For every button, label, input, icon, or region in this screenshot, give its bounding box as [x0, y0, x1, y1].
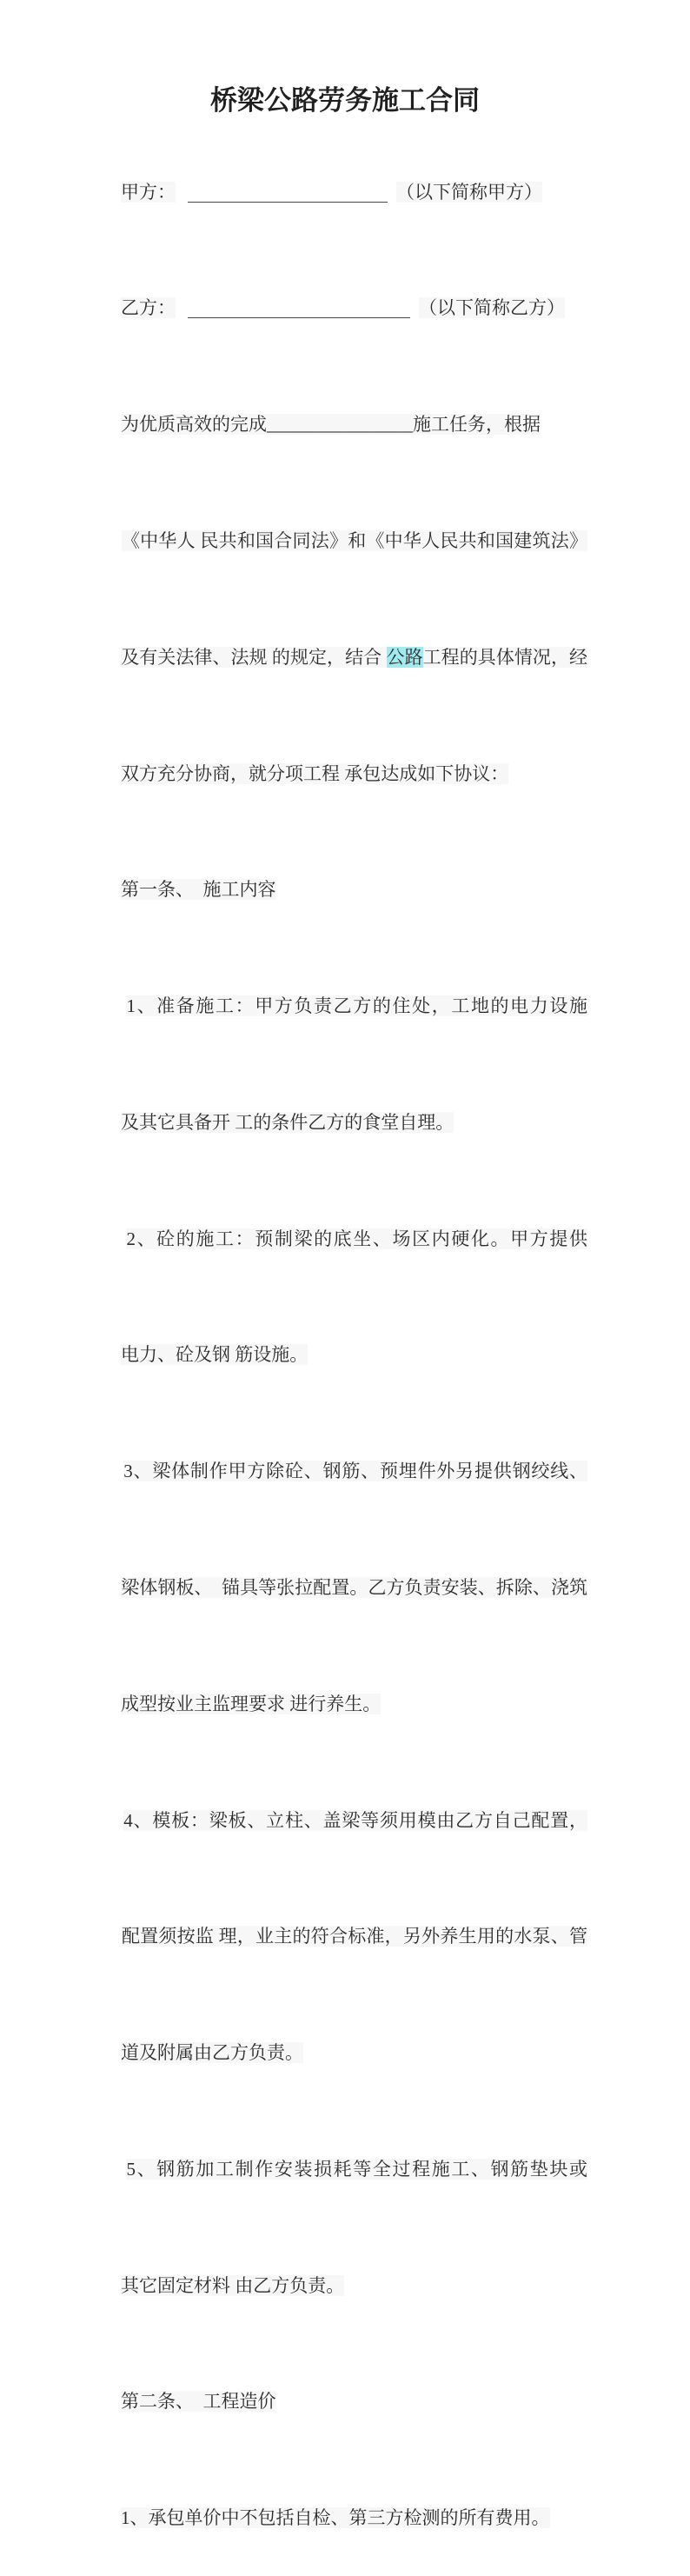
party-a-note: （以下简称甲方）	[396, 181, 542, 203]
section2-heading-text: 第二条、 工程造价	[121, 2391, 276, 2413]
section2-heading	[103, 2344, 587, 2460]
document-title: 桥梁公路劳务施工合同	[210, 85, 480, 116]
section1-item4-line1-text: 4、模板：梁板、立柱、盖梁等须用模由乙方自己配置，	[123, 1809, 588, 1831]
party-a-blank[interactable]	[188, 193, 388, 203]
preamble-line-2-text: 《中华人 民共和国合同法》和《中华人民共和国建筑法》	[121, 529, 588, 551]
section1-item3-line1	[103, 1414, 587, 1530]
section1-item2-line2-text: 电力、砼及钢 筋设施。	[121, 1344, 309, 1366]
section1-heading	[103, 832, 587, 949]
section1-item4-line2-text: 配置须按监 理，业主的符合标准，另外养生用的水泵、管	[121, 1926, 588, 1947]
section1-item3-line3	[103, 1646, 587, 1762]
section2-item1-line1	[103, 2460, 587, 2576]
section1-heading-text: 第一条、 施工内容	[121, 879, 276, 901]
section1-item4-line3	[103, 1995, 587, 2112]
section1-item3-line2-text: 梁体钢板、 锚具等张拉配置。乙方负责安装、拆除、浇筑	[121, 1576, 588, 1598]
preamble-line-1-text	[121, 414, 541, 435]
section1-item2-line1	[103, 1181, 587, 1297]
section1-item3-line3-text: 成型按业主监理要求 进行养生。	[121, 1693, 381, 1714]
preamble-line-3-text	[121, 647, 587, 668]
section1-item5-line2	[103, 2227, 587, 2344]
section1-item1-line1	[103, 948, 587, 1064]
section1-item5-line1-text: 5、钢筋加工制作安装损耗等全过程施工、钢筋垫块或	[126, 2158, 588, 2180]
party-b-row	[103, 250, 587, 367]
section2-item1-line1-text: 1、承包单价中不包括自检、第三方检测的所有费用。	[121, 2507, 550, 2529]
preamble-after-highlight: 工程的具体情况，经	[422, 646, 588, 668]
project-name-blank[interactable]: ________________	[267, 414, 413, 436]
section1-item4-line2	[103, 1879, 587, 1995]
party-b-blank[interactable]	[188, 309, 410, 318]
section1-item5-line2-text: 其它固定材料 由乙方负责。	[121, 2274, 345, 2296]
section1-item1-line2-text: 及其它具备开 工的条件乙方的食堂自理。	[121, 1111, 454, 1133]
preamble-line-4	[103, 716, 587, 832]
party-b-note: （以下简称乙方）	[419, 297, 565, 319]
section1-item1-line2	[103, 1064, 587, 1181]
section1-item4-line1	[103, 1762, 587, 1879]
party-a-label: 甲方：	[121, 181, 176, 203]
preamble-post-blank-text: 施工任务，根据	[413, 414, 541, 436]
preamble-before-highlight: 及有关法律、法规 的规定，结合	[121, 646, 387, 668]
section1-item5-line1	[103, 2111, 587, 2227]
preamble-line-2	[103, 483, 587, 599]
section1-item2-line2	[103, 1297, 587, 1414]
preamble-line-3	[103, 599, 587, 716]
section1-item3-line2	[103, 1529, 587, 1646]
section1-item3-line1-text: 3、梁体制作甲方除砼、钢筋、预埋件外另提供钢绞线、	[123, 1461, 588, 1482]
section1-item1-line1-text: 1、准备施工：甲方负责乙方的住处，工地的电力设施	[126, 995, 588, 1017]
section1-item2-line1-text: 2、砼的施工：预制梁的底坐、场区内硬化。甲方提供	[126, 1228, 588, 1249]
preamble-line-1	[103, 367, 587, 483]
preamble-line-4-text: 双方充分协商，就分项工程 承包达成如下协议：	[121, 762, 509, 784]
highlighted-term: 公路	[386, 646, 423, 668]
section1-item4-line3-text: 道及附属由乙方负责。	[121, 2042, 303, 2064]
party-a-row	[103, 134, 587, 250]
party-b-label: 乙方：	[121, 297, 176, 319]
preamble-pre-blank-text: 为优质高效的完成	[121, 414, 267, 436]
